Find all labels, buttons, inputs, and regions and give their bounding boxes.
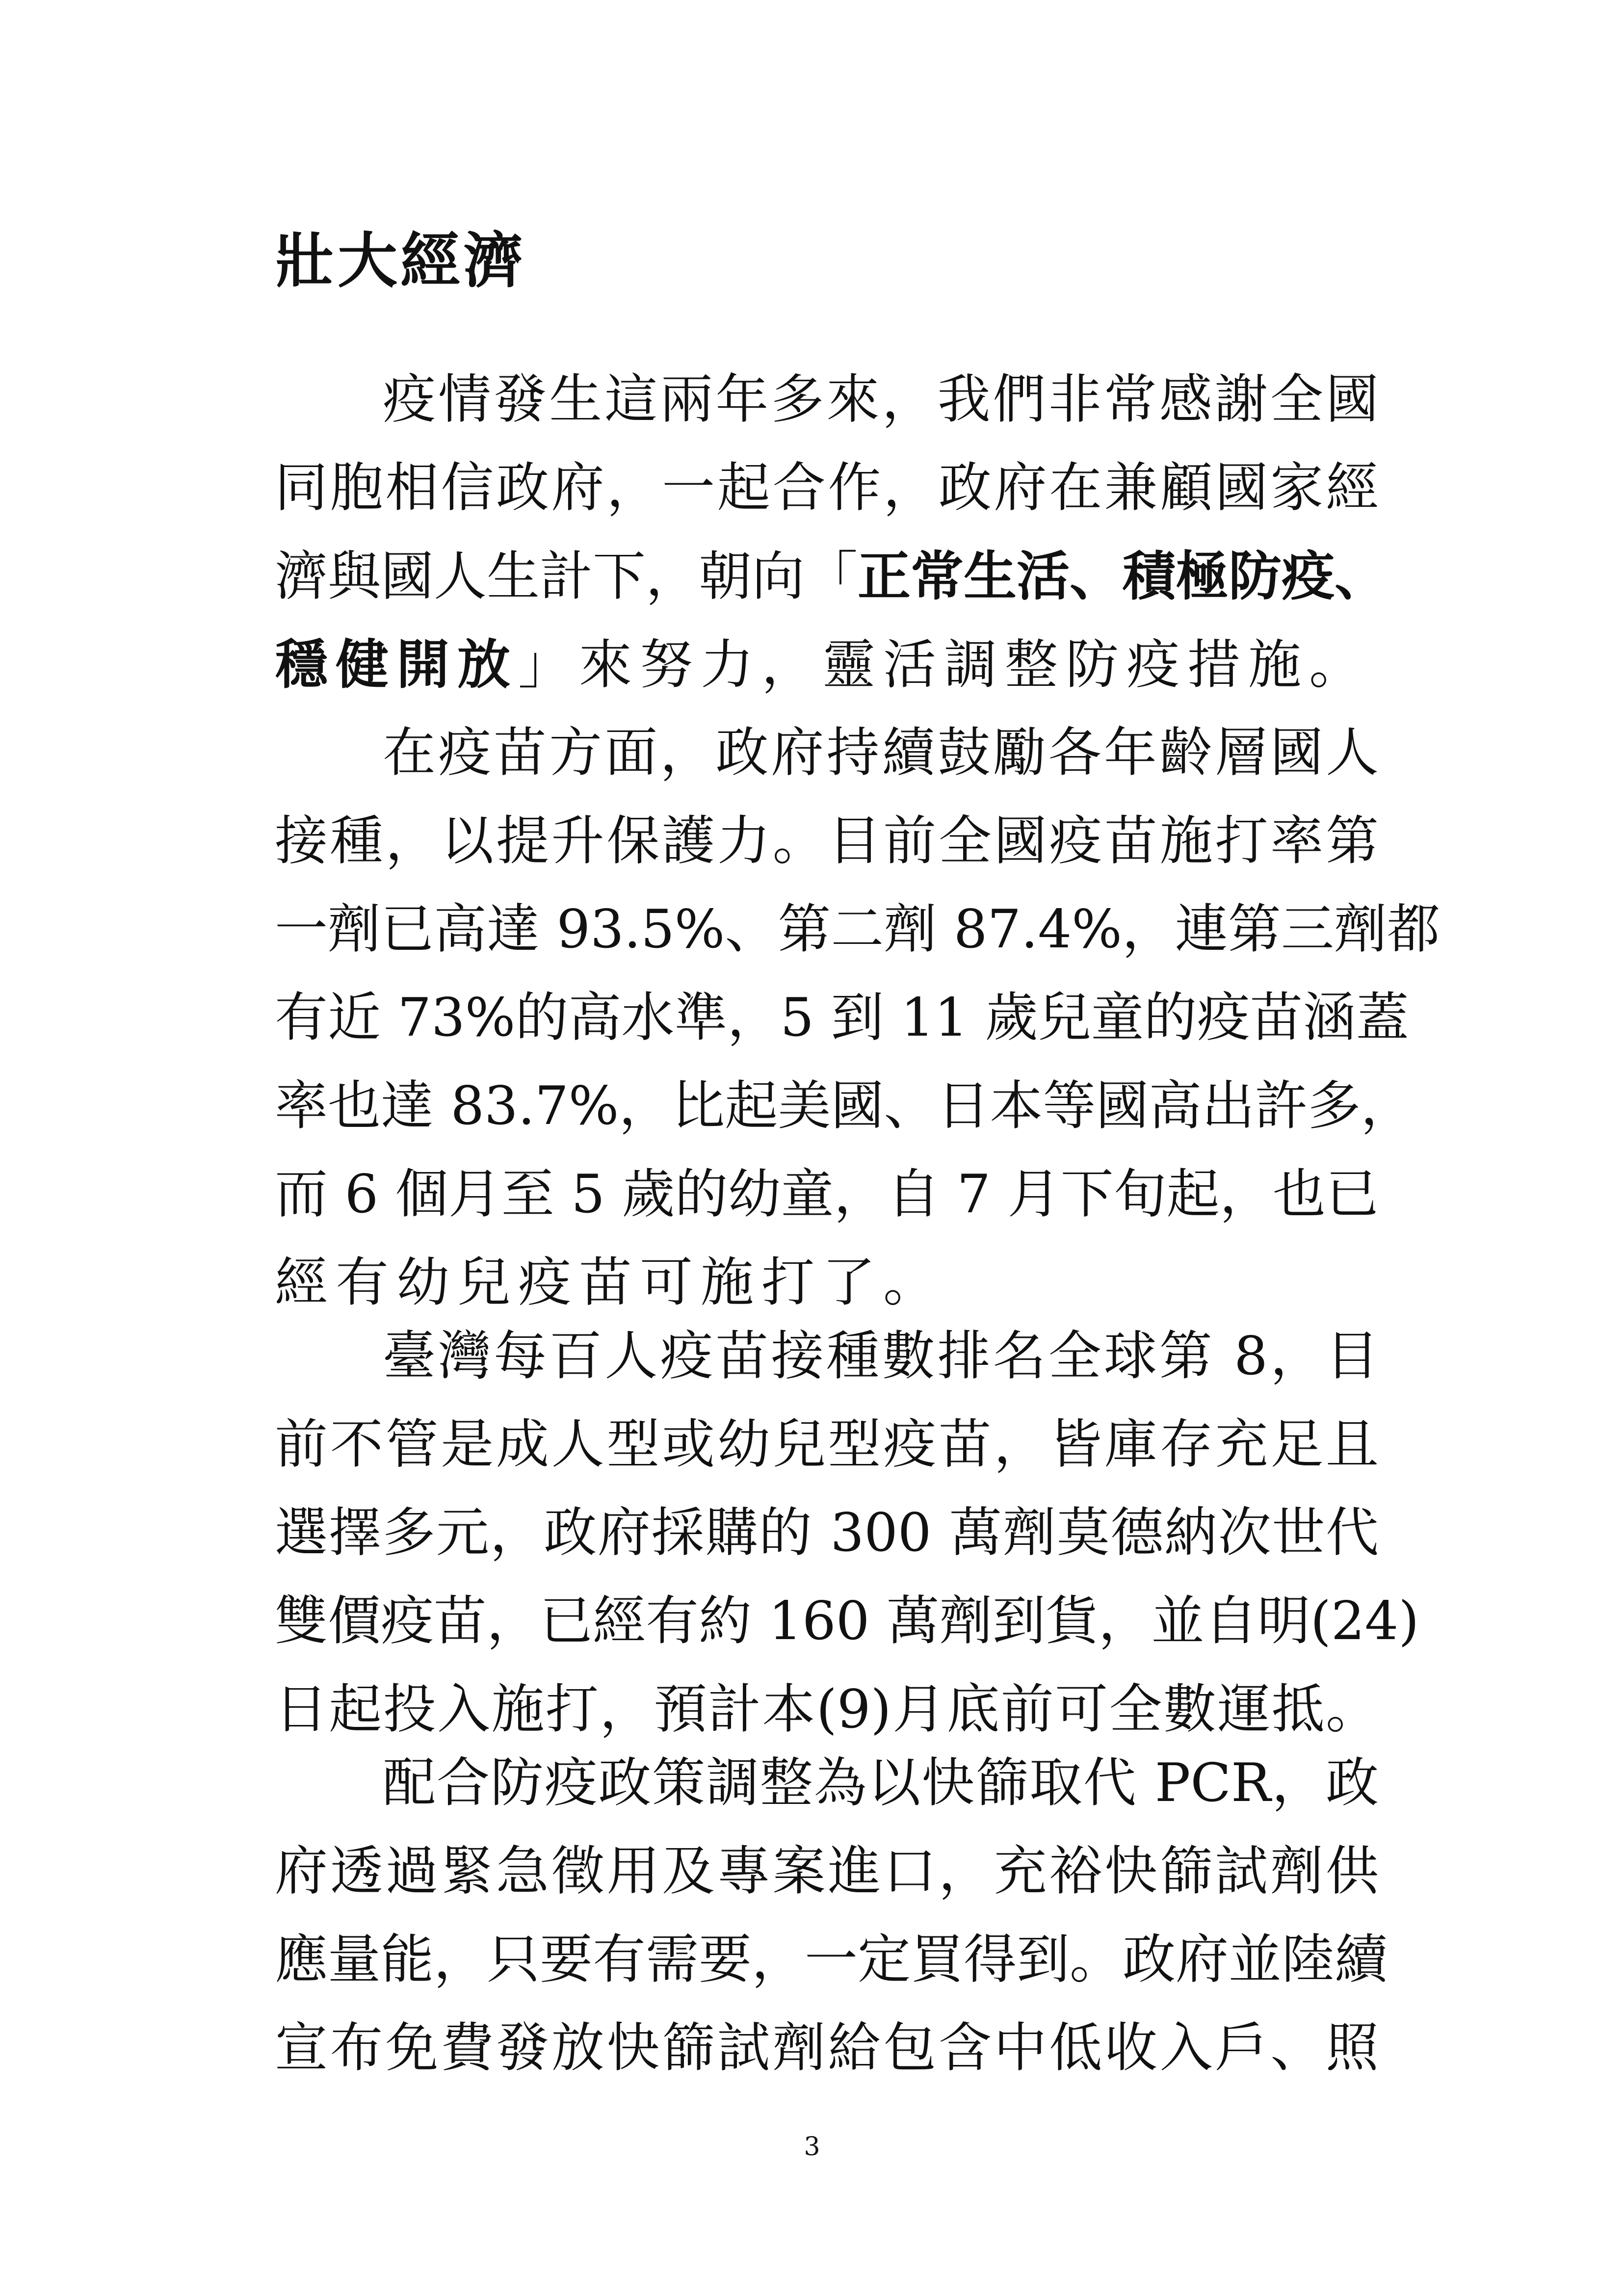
page-number: 3 [804, 2132, 820, 2162]
paragraph-line: 一劑已高達 93.5%、第二劑 87.4%，連第三劑都 [275, 899, 1440, 960]
paragraph-line: 在疫苗方面，政府持續鼓勵各年齡層國人 [383, 722, 1379, 783]
paragraph-line: 雙價疫苗，已經有約 160 萬劑到貨，並自明(24) [275, 1591, 1419, 1652]
paragraph-line: 應量能，只要有需要，一定買得到。政府並陸續 [275, 1929, 1388, 1990]
paragraph-line: 配合防疫政策調整為以快篩取代 PCR，政 [383, 1752, 1379, 1814]
paragraph-line: 宣布免費發放快篩試劑給包含中低收入戶、照 [275, 2017, 1379, 2079]
paragraph-line: 同胞相信政府，一起合作，政府在兼顧國家經 [275, 457, 1379, 519]
paragraph-line: 率也達 83.7%，比起美國、日本等國高出許多， [275, 1075, 1414, 1137]
bold-emphasis: 穩健開放 [275, 634, 519, 696]
paragraph-line: 府透過緊急徵用及專案進口，充裕快篩試劑供 [275, 1841, 1379, 1902]
paragraph-line: 有近 73%的高水準，5 到 11 歲兒童的疫苗涵蓋 [275, 987, 1409, 1048]
paragraph-line: 經有幼兒疫苗可施打了。 [275, 1252, 944, 1313]
paragraph-line: 而 6 個月至 5 歲的幼童，自 7 月下旬起，也已 [275, 1164, 1379, 1225]
paragraph-line: 接種，以提升保護力。目前全國疫苗施打率第 [275, 810, 1379, 872]
paragraph-line: 臺灣每百人疫苗接種數排名全球第 8，目 [383, 1326, 1379, 1387]
paragraph-line [275, 628, 1379, 702]
bold-emphasis: 正常生活、積極防疫、 [858, 546, 1388, 607]
paragraph-line: 前不管是成人型或幼兒型疫苗，皆庫存充足且 [275, 1414, 1379, 1475]
section-heading: 壯大經濟 [275, 225, 526, 296]
paragraph-line: 選擇多元，政府採購的 300 萬劑莫德納次世代 [275, 1502, 1379, 1564]
paragraph-line: 疫情發生這兩年多來，我們非常感謝全國 [383, 369, 1379, 430]
line-text: 」來努力，靈活調整防疫措施。 [518, 634, 1370, 696]
paragraph-line [275, 540, 1388, 613]
paragraph-line: 日起投入施打，預計本(9)月底前可全數運抵。 [275, 1679, 1379, 1740]
line-text: 濟與國人生計下，朝向「 [275, 546, 858, 607]
